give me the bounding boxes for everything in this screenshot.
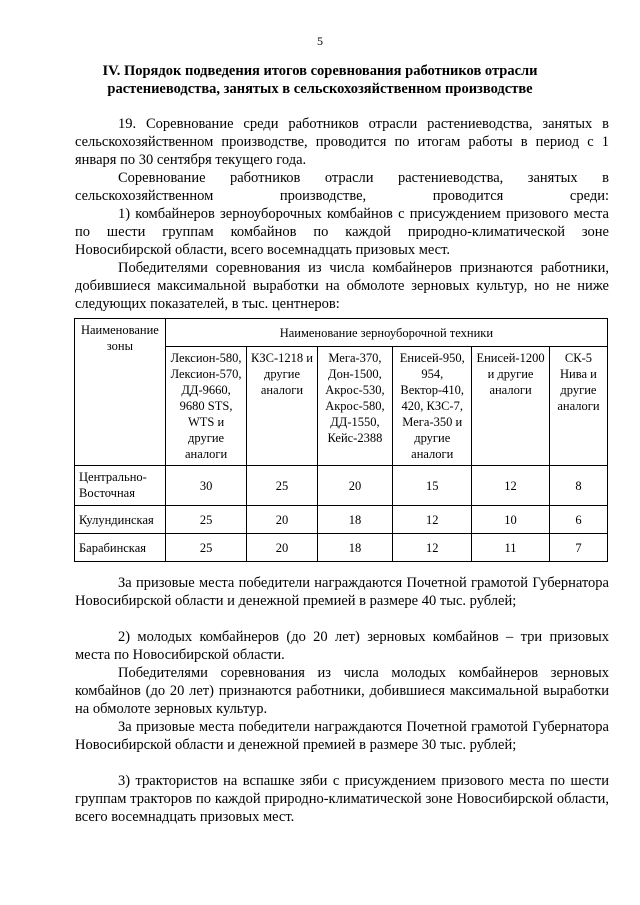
value-cell: 8 (549, 466, 607, 506)
paragraph-tractor-drivers: 3) трактористов на вспашке зяби с присуждением призового места по шести группам тракторов по каждой природно-климатической зоне Новосибирской области, всего восемнадцать призовых мест. (75, 773, 609, 825)
value-cell: 20 (247, 534, 317, 562)
table-row (75, 466, 608, 506)
value-cell: 18 (317, 506, 393, 534)
page-number: 5 (317, 34, 323, 48)
paragraph-young-operators: 2) молодых комбайнеров (до 20 лет) зерновых комбайнов – три призовых места по Новосибирской области. (75, 629, 609, 663)
paragraph-competition-among: Соревнование работников отрасли растениеводства, занятых в сельскохозяйственном производстве, проводится среди: (75, 170, 609, 204)
value-cell: 20 (247, 506, 317, 534)
paragraph-young-winners: Победителями соревнования из числа молодых комбайнеров зерновых комбайнов (до 20 лет) признаются работники, добившиеся максимальной выработки на обмолоте зерновых культур. (75, 665, 609, 717)
section-heading: IV. Порядок подведения итогов соревнования работников отрасли растениеводства, занятых в сельскохозяйственном производстве (102, 63, 538, 97)
paragraph-winners-criteria: Победителями соревнования из числа комбайнеров признаются работники, добившиеся максимальной выработки на обмолоте зерновых культур, но не ниже следующих показателей, в тыс. центнеров: (75, 260, 609, 312)
value-cell: 30 (165, 466, 247, 506)
value-cell: 12 (393, 534, 472, 562)
column-header-3: Мега-370, Дон-1500, Акрос-530, Акрос-580, ДД-1550, Кейс-2388 (317, 347, 393, 466)
output-norms-table (74, 318, 608, 562)
column-header-1: Лексион-580, Лексион-570, ДД-9660, 9680 STS, WTS и другие аналоги (165, 347, 247, 466)
value-cell: 10 (472, 506, 550, 534)
zone-cell: Центрально-Восточная (75, 466, 166, 506)
column-header-5: Енисей-1200 и другие аналоги (472, 347, 550, 466)
value-cell: 6 (549, 506, 607, 534)
value-cell: 25 (165, 506, 247, 534)
value-cell: 25 (165, 534, 247, 562)
paragraph-award-30: За призовые места победители награждаются Почетной грамотой Губернатора Новосибирской области и денежной премией в размере 30 тыс. рублей; (75, 719, 609, 753)
paragraph-combine-operators: 1) комбайнеров зерноуборочных комбайнов с присуждением призового места по шести группам комбайнов по каждой природно-климатической зоне Новосибирской области, всего восемнадцать призовых мест. (75, 206, 609, 258)
value-cell: 15 (393, 466, 472, 506)
zone-cell: Барабинская (75, 534, 166, 562)
value-cell: 20 (317, 466, 393, 506)
value-cell: 18 (317, 534, 393, 562)
value-cell: 25 (247, 466, 317, 506)
zone-cell: Кулундинская (75, 506, 166, 534)
value-cell: 11 (472, 534, 550, 562)
value-cell: 12 (393, 506, 472, 534)
paragraph-award-40: За призовые места победители награждаются Почетной грамотой Губернатора Новосибирской области и денежной премией в размере 40 тыс. рублей; (75, 575, 609, 609)
table-row (75, 506, 608, 534)
table-row (75, 534, 608, 562)
zone-column-header: Наименование зоны (75, 319, 166, 466)
value-cell: 7 (549, 534, 607, 562)
paragraph-19: 19. Соревнование среди работников отрасли растениеводства, занятых в сельскохозяйственном производстве, проводится по итогам работы в период с 1 января по 30 сентября текущего года. (75, 116, 609, 168)
column-header-4: Енисей-950, 954, Вектор-410, 420, КЗС-7, Мега-350 и другие аналоги (393, 347, 472, 466)
value-cell: 12 (472, 466, 550, 506)
column-header-6: СК-5 Нива и другие аналоги (549, 347, 607, 466)
machinery-group-header: Наименование зерноуборочной техники (165, 319, 607, 347)
column-header-2: КЗС-1218 и другие аналоги (247, 347, 317, 466)
